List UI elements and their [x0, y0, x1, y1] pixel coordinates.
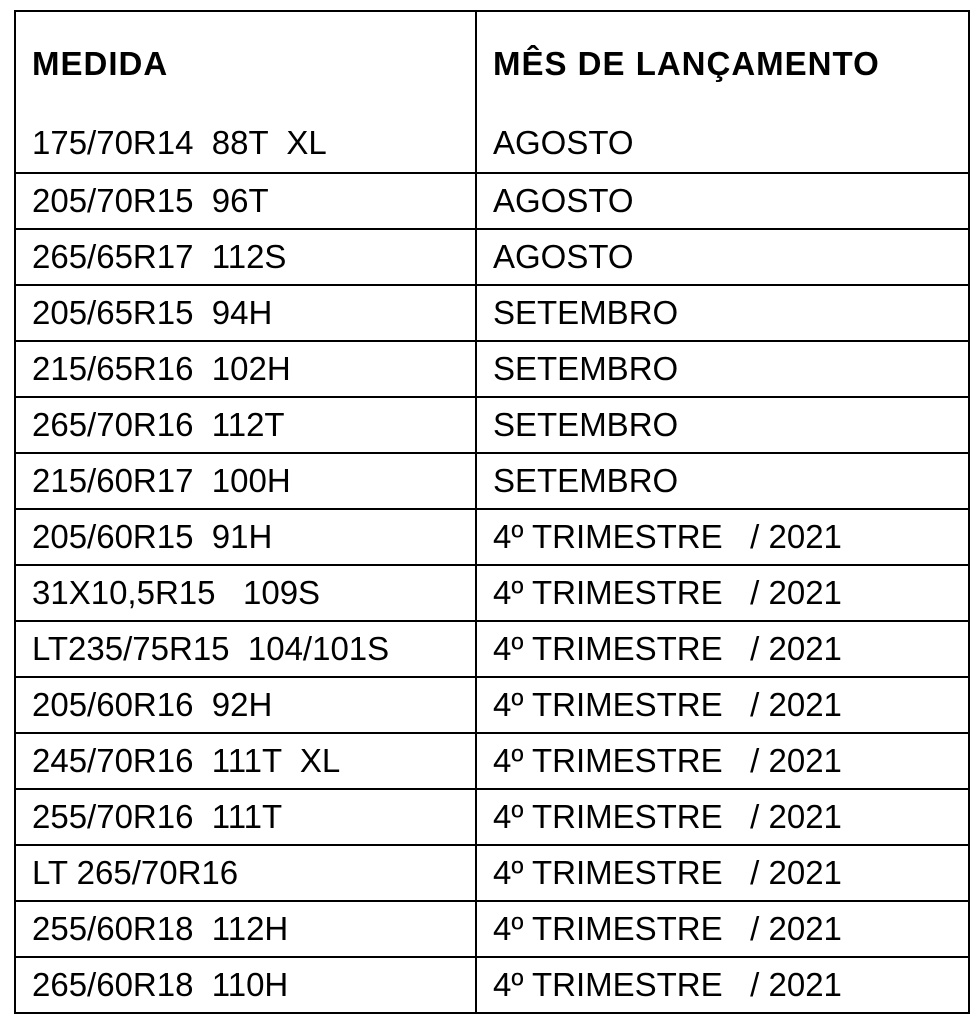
table-row	[15, 114, 969, 173]
launch-month-cell: 4º TRIMESTRE / 2021	[476, 677, 969, 733]
table-header-row	[15, 11, 969, 114]
launch-month-cell: SETEMBRO	[476, 397, 969, 453]
table-row	[15, 453, 969, 509]
tire-launch-table	[14, 10, 970, 1014]
tire-size-cell: 245/70R16 111T XL	[15, 733, 476, 789]
table-row	[15, 733, 969, 789]
launch-month-cell: 4º TRIMESTRE / 2021	[476, 789, 969, 845]
table-row	[15, 285, 969, 341]
launch-month-cell: 4º TRIMESTRE / 2021	[476, 509, 969, 565]
table-row	[15, 173, 969, 229]
launch-month-cell: SETEMBRO	[476, 341, 969, 397]
table-row	[15, 397, 969, 453]
launch-month-cell: 4º TRIMESTRE / 2021	[476, 957, 969, 1013]
launch-month-cell: 4º TRIMESTRE / 2021	[476, 901, 969, 957]
table-row	[15, 509, 969, 565]
column-header-size: MEDIDA	[15, 11, 476, 114]
launch-month-cell: AGOSTO	[476, 229, 969, 285]
tire-size-cell: LT235/75R15 104/101S	[15, 621, 476, 677]
table-row	[15, 677, 969, 733]
tire-size-cell: LT 265/70R16	[15, 845, 476, 901]
table-row	[15, 789, 969, 845]
tire-size-cell: 31X10,5R15 109S	[15, 565, 476, 621]
launch-month-cell: AGOSTO	[476, 173, 969, 229]
tire-size-cell: 255/60R18 112H	[15, 901, 476, 957]
tire-size-cell: 265/65R17 112S	[15, 229, 476, 285]
table-row	[15, 901, 969, 957]
launch-month-cell: SETEMBRO	[476, 453, 969, 509]
column-header-launch-month: MÊS DE LANÇAMENTO	[476, 11, 969, 114]
launch-month-cell: SETEMBRO	[476, 285, 969, 341]
tire-size-cell: 215/60R17 100H	[15, 453, 476, 509]
tire-size-cell: 255/70R16 111T	[15, 789, 476, 845]
launch-month-cell: 4º TRIMESTRE / 2021	[476, 621, 969, 677]
table-row	[15, 845, 969, 901]
tire-size-cell: 205/60R15 91H	[15, 509, 476, 565]
table-row	[15, 341, 969, 397]
launch-month-cell: 4º TRIMESTRE / 2021	[476, 565, 969, 621]
table-row	[15, 621, 969, 677]
table-row	[15, 229, 969, 285]
launch-month-cell: 4º TRIMESTRE / 2021	[476, 733, 969, 789]
tire-size-cell: 205/70R15 96T	[15, 173, 476, 229]
launch-month-cell: AGOSTO	[476, 114, 969, 173]
tire-size-cell: 205/65R15 94H	[15, 285, 476, 341]
table-row	[15, 565, 969, 621]
tire-size-cell: 175/70R14 88T XL	[15, 114, 476, 173]
tire-size-cell: 265/70R16 112T	[15, 397, 476, 453]
tire-size-cell: 205/60R16 92H	[15, 677, 476, 733]
tire-size-cell: 215/65R16 102H	[15, 341, 476, 397]
launch-month-cell: 4º TRIMESTRE / 2021	[476, 845, 969, 901]
table-row	[15, 957, 969, 1013]
tire-size-cell: 265/60R18 110H	[15, 957, 476, 1013]
